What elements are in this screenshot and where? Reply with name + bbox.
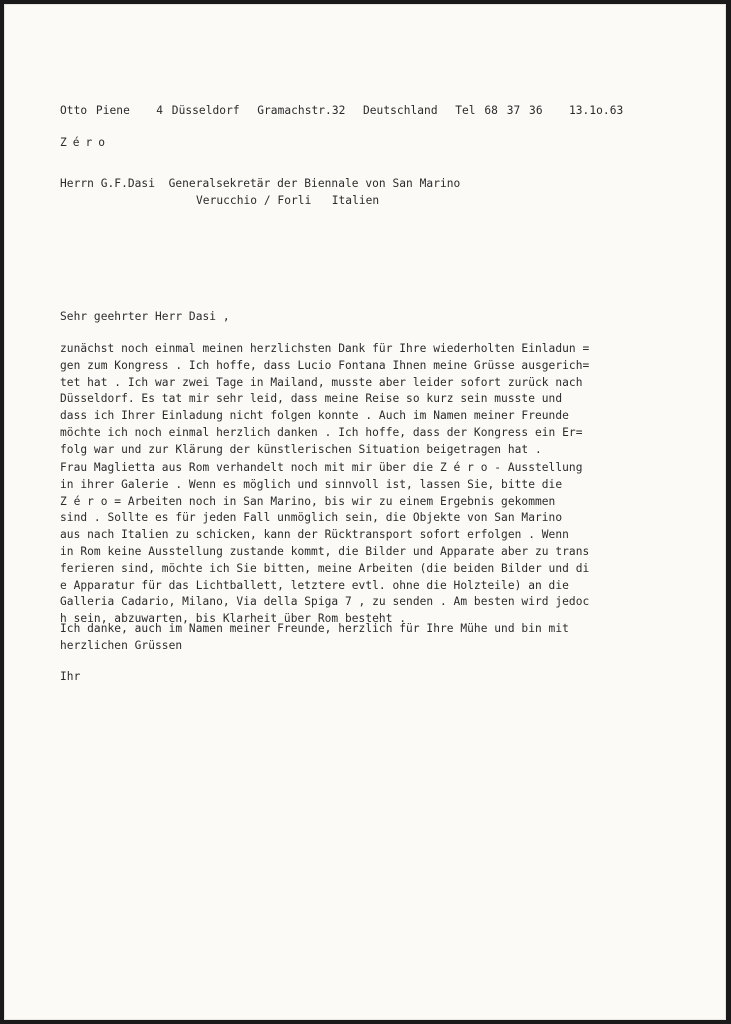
salutation: Sehr geehrter Herr Dasi , [60,310,230,323]
paragraph-2-line: in Rom keine Ausstellung zustande kommt, die Bilder und Apparate aber zu trans [60,545,590,558]
letter-page [4,4,726,1020]
paragraph-2-line: ferieren sind, möchte ich Sie bitten, meine Arbeiten (die beiden Bilder und di [60,561,590,575]
paragraph-1-line: dass ich Ihrer Einladung nicht folgen konnte . Auch im Namen meiner Freunde [60,409,569,423]
closing: Ihr [60,670,81,683]
paragraph-1-line: tet hat . Ich war zwei Tage in Mailand, musste aber leider sofort zurück nach [60,375,583,389]
paragraph-1-line: zunächst noch einmal meinen herzlichsten Dank für Ihre wiederholten Einladun = [60,342,590,355]
paragraph-2-line: h sein, abzuwarten, bis Klarheit über Rom besteht . [60,612,407,626]
paragraph-2-line: Frau Maglietta aus Rom verhandelt noch mit mir über die Z é r o - Ausstellung [60,461,583,474]
paragraph-3-line: Ich danke, auch im Namen meiner Freunde, herzlich für Ihre Mühe und bin mit [60,622,569,635]
paragraph-1-line: möchte ich noch einmal herzlich danken . Ich hoffe, dass der Kongress ein Er= [60,426,583,439]
paragraph-3-line: herzlichen Grüssen [60,638,183,652]
paragraph-1-line: folg war und zur Klärung der künstlerischen Situation beigetragen hat . [60,442,542,456]
paragraph-1-line: gen zum Kongress . Ich hoffe, dass Lucio Fontana Ihnen meine Grüsse ausgerich= [60,358,590,372]
letterhead-line: Otto Piene 4 Düsseldorf Gramachstr.32 Deutschland Tel 68 37 36 13.1o.63 [60,104,624,117]
paragraph-2-line: Z é r o = Arbeiten noch in San Marino, bis wir zu einem Ergebnis gekommen [60,494,556,508]
paragraph-2-line: aus nach Italien zu schicken, kann der Rücktransport sofort erfolgen . Wenn [60,528,569,542]
paragraph-2-line: Galleria Cadario, Milano, Via della Spiga 7 , zu senden . Am besten wird jedoc [60,595,590,609]
paragraph-2-line: e Apparatur für das Lichtballett, letztere evtl. ohne die Holzteile) an die [60,578,569,592]
group-name: Zéro [60,136,111,149]
recipient-line-2: Verucchio / Forli Italien [196,194,380,207]
recipient-line-1: Herrn G.F.Dasi Generalsekretär der Biennale von San Marino [60,177,461,190]
paragraph-2-line: sind . Sollte es für jeden Fall unmöglich sein, die Objekte von San Marino [60,511,563,525]
paragraph-1-line: Düsseldorf. Es tat mir sehr leid, dass meine Reise so kurz sein musste und [60,392,563,406]
paragraph-2-line: in ihrer Galerie . Wenn es möglich und sinnvoll ist, lassen Sie, bitte die [60,477,563,491]
